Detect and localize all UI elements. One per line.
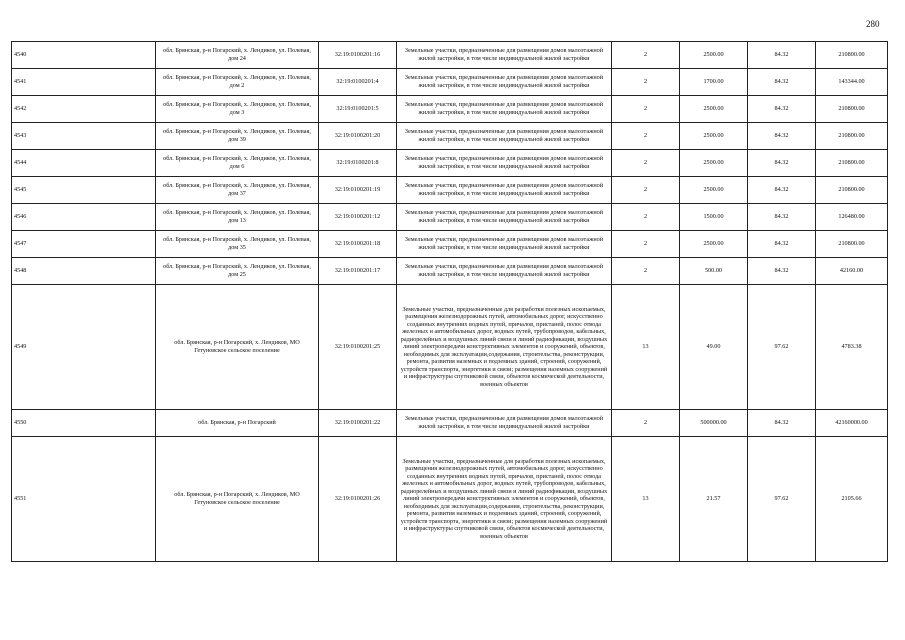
cadastral-number-cell: 32:19:0100201:5: [319, 96, 397, 123]
address-cell: обл. Брянская, р-н Погарский, х. Лендиков, ул. Полевая, дом 24: [156, 42, 319, 69]
rate-cell: 97.62: [748, 285, 816, 410]
cadastral-number-cell: 32:19:0100201:12: [319, 204, 397, 231]
area-cell: 21.57: [680, 437, 748, 562]
address-cell: обл. Брянская, р-н Погарский: [156, 410, 319, 437]
land-use-cell: Земельные участки, предназначенные для размещения домов малоэтажной жилой застройки, в том числе индивидуальной жилой застройки: [397, 410, 612, 437]
category-cell: 13: [612, 437, 680, 562]
address-cell: обл. Брянская, р-н Погарский, х. Лендиков, ул. Полевая, дом 37: [156, 177, 319, 204]
rate-cell: 84.32: [748, 177, 816, 204]
row-number: 4547: [12, 231, 156, 258]
address-cell: обл. Брянская, р-н Погарский, х. Лендиков, ул. Полевая, дом 2: [156, 69, 319, 96]
rate-cell: 84.32: [748, 96, 816, 123]
category-cell: 2: [612, 177, 680, 204]
rate-cell: 84.32: [748, 69, 816, 96]
rate-cell: 84.32: [748, 258, 816, 285]
row-number: 4549: [12, 285, 156, 410]
address-cell: обл. Брянская, р-н Погарский, х. Лендиков, ул. Полевая, дом 6: [156, 150, 319, 177]
cadastral-value-cell: 126480.00: [816, 204, 888, 231]
area-cell: 2500.00: [680, 231, 748, 258]
address-cell: обл. Брянская, р-н Погарский, х. Лендиков, ул. Полевая, дом 3: [156, 96, 319, 123]
land-use-cell: Земельные участки, предназначенные для размещения домов малоэтажной жилой застройки, в том числе индивидуальной жилой застройки: [397, 258, 612, 285]
land-use-cell: Земельные участки, предназначенные для размещения домов малоэтажной жилой застройки, в том числе индивидуальной жилой застройки: [397, 69, 612, 96]
row-number: 4546: [12, 204, 156, 231]
table-row: [12, 177, 888, 204]
row-number: 4542: [12, 96, 156, 123]
row-number: 4543: [12, 123, 156, 150]
cadastral-value-cell: 210800.00: [816, 150, 888, 177]
address-cell: обл. Брянская, р-н Погарский, х. Лендиков, МО Гетуновское сельское поселение: [156, 437, 319, 562]
land-use-cell: Земельные участки, предназначенные для размещения домов малоэтажной жилой застройки, в том числе индивидуальной жилой застройки: [397, 96, 612, 123]
category-cell: 2: [612, 96, 680, 123]
table-row: [12, 231, 888, 258]
area-cell: 1500.00: [680, 204, 748, 231]
area-cell: 49.00: [680, 285, 748, 410]
rate-cell: 84.32: [748, 410, 816, 437]
area-cell: 500.00: [680, 258, 748, 285]
cadastral-value-cell: 210800.00: [816, 231, 888, 258]
cadastral-value-cell: 42160.00: [816, 258, 888, 285]
address-cell: обл. Брянская, р-н Погарский, х. Лендиков, ул. Полевая, дом 25: [156, 258, 319, 285]
table-row: [12, 437, 888, 562]
land-use-cell: Земельные участки, предназначенные для размещения домов малоэтажной жилой застройки, в том числе индивидуальной жилой застройки: [397, 42, 612, 69]
row-number: 4551: [12, 437, 156, 562]
category-cell: 13: [612, 285, 680, 410]
row-number: 4541: [12, 69, 156, 96]
land-registry-table: [11, 41, 888, 562]
land-use-cell: Земельные участки, предназначенные для размещения домов малоэтажной жилой застройки, в том числе индивидуальной жилой застройки: [397, 231, 612, 258]
cadastral-number-cell: 32:19:0100201:19: [319, 177, 397, 204]
table-row: [12, 96, 888, 123]
category-cell: 2: [612, 231, 680, 258]
area-cell: 1700.00: [680, 69, 748, 96]
cadastral-number-cell: 32:19:0100201:20: [319, 123, 397, 150]
table-row: [12, 150, 888, 177]
cadastral-number-cell: 32:19:0100201:18: [319, 231, 397, 258]
category-cell: 2: [612, 150, 680, 177]
rate-cell: 84.32: [748, 123, 816, 150]
row-number: 4540: [12, 42, 156, 69]
rate-cell: 84.32: [748, 231, 816, 258]
table-row: [12, 42, 888, 69]
land-use-cell: Земельные участки, предназначенные для разработки полезных ископаемых, размещения железнодорожных путей, автомобильных дорог, искусственно созданных внутренних водных путей, причалов, пристаней, полос отвода железных и автомобильных дорог, водных путей, трубопроводов, кабельных, радиорелейных и воздушных линий связи и линий радиофикации, воздушных линий электропередачи конструктивных элементов и сооружений, объектов, необходимых для эксплуатации,содержания, строительства, реконструкции, ремонта, развития наземных и подземных зданий, строений, сооружений, устройств транспорта, энергетики и связи; размещения наземных сооружений и инфраструктуры спутниковой связи, объектов космической деятельности, военных объектов: [397, 437, 612, 562]
address-cell: обл. Брянская, р-н Погарский, х. Лендиков, ул. Полевая, дом 39: [156, 123, 319, 150]
category-cell: 2: [612, 69, 680, 96]
table-row: [12, 123, 888, 150]
cadastral-value-cell: 210800.00: [816, 42, 888, 69]
cadastral-number-cell: 32:19:0100201:8: [319, 150, 397, 177]
cadastral-number-cell: 32:19:0100201:25: [319, 285, 397, 410]
area-cell: 2500.00: [680, 177, 748, 204]
address-cell: обл. Брянская, р-н Погарский, х. Лендиков, ул. Полевая, дом 35: [156, 231, 319, 258]
category-cell: 2: [612, 42, 680, 69]
cadastral-value-cell: 2105.66: [816, 437, 888, 562]
land-use-cell: Земельные участки, предназначенные для размещения домов малоэтажной жилой застройки, в том числе индивидуальной жилой застройки: [397, 204, 612, 231]
table-row: [12, 258, 888, 285]
row-number: 4545: [12, 177, 156, 204]
rate-cell: 84.32: [748, 204, 816, 231]
cadastral-value-cell: 210800.00: [816, 96, 888, 123]
row-number: 4548: [12, 258, 156, 285]
area-cell: 500000.00: [680, 410, 748, 437]
cadastral-value-cell: 210800.00: [816, 177, 888, 204]
rate-cell: 84.32: [748, 150, 816, 177]
table-row: [12, 204, 888, 231]
land-use-cell: Земельные участки, предназначенные для размещения домов малоэтажной жилой застройки, в том числе индивидуальной жилой застройки: [397, 150, 612, 177]
table-row: [12, 410, 888, 437]
rate-cell: 84.32: [748, 42, 816, 69]
area-cell: 2500.00: [680, 42, 748, 69]
address-cell: обл. Брянская, р-н Погарский, х. Лендиков, МО Гетуновское сельское поселение: [156, 285, 319, 410]
area-cell: 2500.00: [680, 96, 748, 123]
cadastral-value-cell: 42160000.00: [816, 410, 888, 437]
land-use-cell: Земельные участки, предназначенные для разработки полезных ископаемых, размещения железнодорожных путей, автомобильных дорог, искусственно созданных внутренних водных путей, причалов, пристаней, полос отвода железных и автомобильных дорог, водных путей, трубопроводов, кабельных, радиорелейных и воздушных линий связи и линий радиофикации, воздушных линий электропередачи конструктивных элементов и сооружений, объектов, необходимых для эксплуатации,содержания, строительства, реконструкции, ремонта, развития наземных и подземных зданий, строений, сооружений, устройств транспорта, энергетики и связи; размещения наземных сооружений и инфраструктуры спутниковой связи, объектов космической деятельности, военных объектов: [397, 285, 612, 410]
category-cell: 2: [612, 258, 680, 285]
category-cell: 2: [612, 123, 680, 150]
cadastral-number-cell: 32:19:0100201:22: [319, 410, 397, 437]
table-row: [12, 69, 888, 96]
row-number: 4544: [12, 150, 156, 177]
cadastral-number-cell: 32:19:0100201:26: [319, 437, 397, 562]
address-cell: обл. Брянская, р-н Погарский, х. Лендиков, ул. Полевая, дом 13: [156, 204, 319, 231]
area-cell: 2500.00: [680, 123, 748, 150]
page-number: 280: [866, 19, 880, 29]
table-body: [12, 42, 888, 562]
category-cell: 2: [612, 204, 680, 231]
area-cell: 2500.00: [680, 150, 748, 177]
cadastral-number-cell: 32:19:0100201:4: [319, 69, 397, 96]
cadastral-value-cell: 143344.00: [816, 69, 888, 96]
row-number: 4550: [12, 410, 156, 437]
cadastral-value-cell: 210800.00: [816, 123, 888, 150]
cadastral-number-cell: 32:19:0100201:17: [319, 258, 397, 285]
category-cell: 2: [612, 410, 680, 437]
cadastral-value-cell: 4783.38: [816, 285, 888, 410]
table-row: [12, 285, 888, 410]
cadastral-number-cell: 32:19:0100201:16: [319, 42, 397, 69]
land-use-cell: Земельные участки, предназначенные для размещения домов малоэтажной жилой застройки, в том числе индивидуальной жилой застройки: [397, 123, 612, 150]
land-use-cell: Земельные участки, предназначенные для размещения домов малоэтажной жилой застройки, в том числе индивидуальной жилой застройки: [397, 177, 612, 204]
rate-cell: 97.62: [748, 437, 816, 562]
